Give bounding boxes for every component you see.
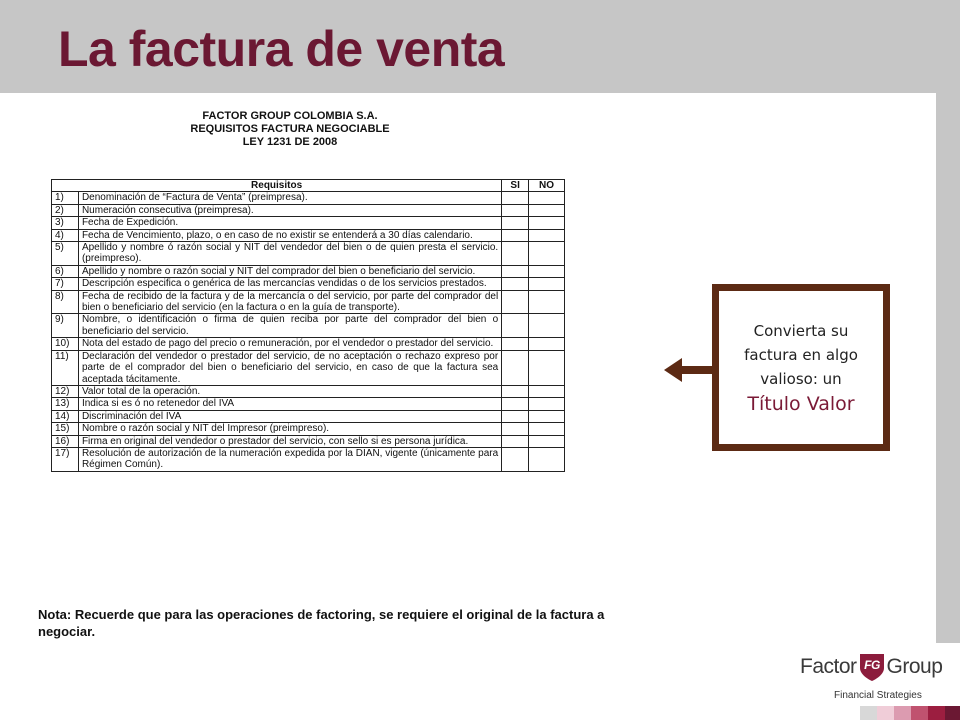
row-si-cell [502, 385, 529, 397]
row-no-cell [529, 265, 565, 277]
table-row [52, 204, 565, 216]
color-swatch [911, 706, 928, 720]
document-header-subject: REQUISITOS FACTURA NEGOCIABLE [190, 123, 390, 135]
row-si-cell [502, 314, 529, 338]
row-number: 15) [52, 423, 79, 435]
row-si-cell [502, 447, 529, 471]
row-number: 4) [52, 229, 79, 241]
row-si-cell [502, 217, 529, 229]
row-number: 3) [52, 217, 79, 229]
color-swatch-strip [860, 706, 960, 720]
document-header-company: FACTOR GROUP COLOMBIA S.A. [202, 110, 378, 122]
row-number: 9) [52, 314, 79, 338]
logo-tagline: Financial Strategies [834, 690, 922, 701]
table-row [52, 350, 565, 385]
header-requisitos: Requisitos [52, 180, 502, 192]
row-requirement: Nombre, o identificación o firma de quien reciba por parte del comprador del bien o beneficiario del servicio. [78, 314, 501, 338]
row-no-cell [529, 447, 565, 471]
table-row [52, 278, 565, 290]
row-no-cell [529, 242, 565, 266]
row-si-cell [502, 410, 529, 422]
row-requirement: Declaración del vendedor o prestador del servicio, de no aceptación o rechazo expreso por parte de el comprador del bien o beneficiario del servicio, en caso de que la factura sea aceptada tácitamente. [78, 350, 501, 385]
row-no-cell [529, 192, 565, 204]
row-no-cell [529, 290, 565, 314]
table-row [52, 242, 565, 266]
row-requirement: Valor total de la operación. [78, 385, 501, 397]
shield-letters: FG [863, 658, 880, 672]
table-row [52, 338, 565, 350]
row-si-cell [502, 423, 529, 435]
table-row [52, 192, 565, 204]
header-si: SI [502, 180, 529, 192]
row-no-cell [529, 278, 565, 290]
row-no-cell [529, 423, 565, 435]
row-number: 11) [52, 350, 79, 385]
row-requirement: Firma en original del vendedor o prestador del servicio, con sello si es persona jurídica. [78, 435, 501, 447]
row-requirement: Descripción especifica o genérica de las mercancías vendidas o de los servicios prestados. [78, 278, 501, 290]
logo-word-left: Factor [800, 655, 857, 678]
table-row [52, 423, 565, 435]
row-si-cell [502, 229, 529, 241]
callout-box [712, 284, 890, 451]
row-no-cell [529, 217, 565, 229]
row-si-cell [502, 350, 529, 385]
row-requirement: Nota del estado de pago del precio o remuneración, por el vendedor o prestador del servicio. [78, 338, 501, 350]
row-requirement: Apellido y nombre ó razón social y NIT del vendedor del bien o de quien presta el servicio. (preimpreso). [78, 242, 501, 266]
row-number: 6) [52, 265, 79, 277]
requirements-table [51, 179, 565, 472]
table-row [52, 290, 565, 314]
document-header [120, 110, 460, 149]
table-row [52, 410, 565, 422]
slide-title: La factura de venta [58, 21, 505, 77]
row-si-cell [502, 338, 529, 350]
table-row [52, 217, 565, 229]
color-swatch [860, 706, 877, 720]
table-row [52, 385, 565, 397]
row-si-cell [502, 204, 529, 216]
row-si-cell [502, 265, 529, 277]
table-row [52, 314, 565, 338]
row-no-cell [529, 435, 565, 447]
row-requirement: Denominación de “Factura de Venta” (preimpresa). [78, 192, 501, 204]
row-no-cell [529, 410, 565, 422]
row-no-cell [529, 398, 565, 410]
table-row [52, 265, 565, 277]
table-row [52, 435, 565, 447]
row-number: 10) [52, 338, 79, 350]
row-no-cell [529, 338, 565, 350]
row-number: 8) [52, 290, 79, 314]
logo-wordmark [800, 652, 956, 682]
row-requirement: Apellido y nombre o razón social y NIT del comprador del bien o beneficiario del servicio. [78, 265, 501, 277]
requirements-body [52, 192, 565, 471]
side-band [936, 93, 960, 643]
color-swatch [928, 706, 945, 720]
row-requirement: Nombre o razón social y NIT del Impresor (preimpreso). [78, 423, 501, 435]
table-row [52, 447, 565, 471]
row-number: 16) [52, 435, 79, 447]
callout-emphasis: Título Valor [747, 392, 855, 415]
note-text: Nota: Recuerde que para las operaciones de factoring, se requiere el original de la factura a negociar. [38, 607, 605, 639]
row-si-cell [502, 290, 529, 314]
header-no: NO [529, 180, 565, 192]
row-si-cell [502, 278, 529, 290]
shield-icon [858, 652, 886, 682]
row-number: 14) [52, 410, 79, 422]
row-no-cell [529, 204, 565, 216]
row-no-cell [529, 385, 565, 397]
row-no-cell [529, 314, 565, 338]
company-logo [800, 650, 956, 708]
row-number: 17) [52, 447, 79, 471]
row-requirement: Resolución de autorización de la numeración expedida por la DIAN, vigente (únicamente para Régimen Común). [78, 447, 501, 471]
row-number: 13) [52, 398, 79, 410]
row-number: 7) [52, 278, 79, 290]
table-row [52, 229, 565, 241]
row-number: 1) [52, 192, 79, 204]
row-no-cell [529, 229, 565, 241]
table-header-row [52, 180, 565, 192]
row-requirement: Fecha de Vencimiento, plazo, o en caso de no existir se entenderá a 30 días calendario. [78, 229, 501, 241]
table-row [52, 398, 565, 410]
row-requirement: Fecha de Expedición. [78, 217, 501, 229]
color-swatch [877, 706, 894, 720]
row-number: 5) [52, 242, 79, 266]
color-swatch [894, 706, 911, 720]
color-swatch [945, 706, 960, 720]
row-si-cell [502, 398, 529, 410]
row-si-cell [502, 435, 529, 447]
row-requirement: Indica si es ó no retenedor del IVA [78, 398, 501, 410]
row-number: 2) [52, 204, 79, 216]
logo-word-right: Group [886, 655, 943, 678]
row-requirement: Numeración consecutiva (preimpresa). [78, 204, 501, 216]
row-number: 12) [52, 385, 79, 397]
row-si-cell [502, 192, 529, 204]
row-requirement: Discriminación del IVA [78, 410, 501, 422]
row-requirement: Fecha de recibido de la factura y de la mercancía o del servicio, por parte del comprador del bien o beneficiario del servicio (en la factura o en la guía de transporte). [78, 290, 501, 314]
callout-text: Convierta su factura en algo valioso: un [744, 321, 858, 388]
row-no-cell [529, 350, 565, 385]
document-header-law: LEY 1231 DE 2008 [242, 136, 338, 148]
row-si-cell [502, 242, 529, 266]
